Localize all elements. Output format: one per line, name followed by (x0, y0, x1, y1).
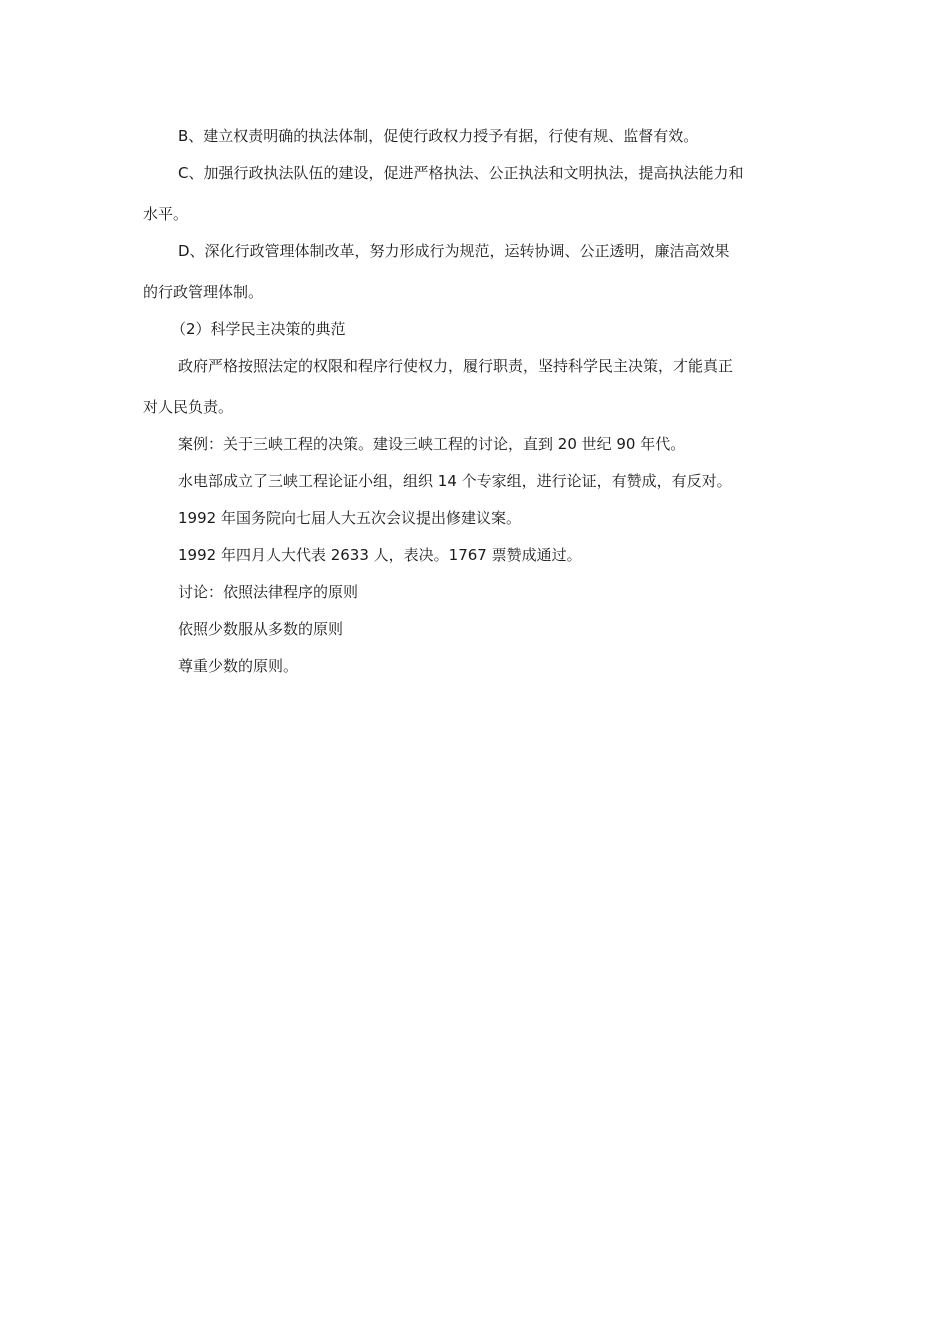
paragraph-line: B、建立权责明确的执法体制，促使行政权力授予有据，行使有规、监督有效。 (178, 127, 699, 145)
paragraph-line: C、加强行政执法队伍的建设，促进严格执法、公正执法和文明执法，提高执法能力和 (178, 164, 744, 182)
paragraph-discussion-3 (143, 648, 808, 685)
paragraph-line: 讨论：依照法律程序的原则 (178, 583, 359, 601)
section-heading-text: （2）科学民主决策的典范 (171, 320, 346, 338)
paragraph-discussion-1 (143, 574, 808, 611)
paragraph-government (143, 348, 808, 426)
paragraph-line: 依照少数服从多数的原则 (178, 620, 344, 638)
paragraph-line: 水平。 (143, 205, 189, 223)
paragraph-water-ministry (143, 463, 808, 500)
paragraph-line: 对人民负责。 (143, 398, 234, 416)
paragraph-line: 1992 年国务院向七届人大五次会议提出修建议案。 (178, 509, 521, 527)
paragraph-c (143, 155, 808, 233)
paragraph-line: D、深化行政管理体制改革，努力形成行为规范，运转协调、公正透明，廉洁高效果 (178, 242, 730, 260)
paragraph-1992-proposal (143, 500, 808, 537)
paragraph-b (143, 118, 808, 155)
paragraph-line: 政府严格按照法定的权限和程序行使权力，履行职责，坚持科学民主决策，才能真正 (178, 357, 734, 375)
paragraph-case (143, 426, 808, 463)
paragraph-line: 的行政管理体制。 (143, 283, 264, 301)
paragraph-discussion-2 (143, 611, 808, 648)
paragraph-line: 案例：关于三峡工程的决策。建设三峡工程的讨论，直到 20 世纪 90 年代。 (178, 435, 686, 453)
paragraph-line: 水电部成立了三峡工程论证小组，组织 14 个专家组，进行论证，有赞成，有反对。 (178, 472, 732, 490)
paragraph-line: 1992 年四月人大代表 2633 人，表决。1767 票赞成通过。 (178, 546, 582, 564)
paragraph-d (143, 233, 808, 311)
paragraph-1992-vote (143, 537, 808, 574)
section-heading (143, 311, 808, 348)
document-body (143, 118, 808, 685)
paragraph-line: 尊重少数的原则。 (178, 657, 299, 675)
